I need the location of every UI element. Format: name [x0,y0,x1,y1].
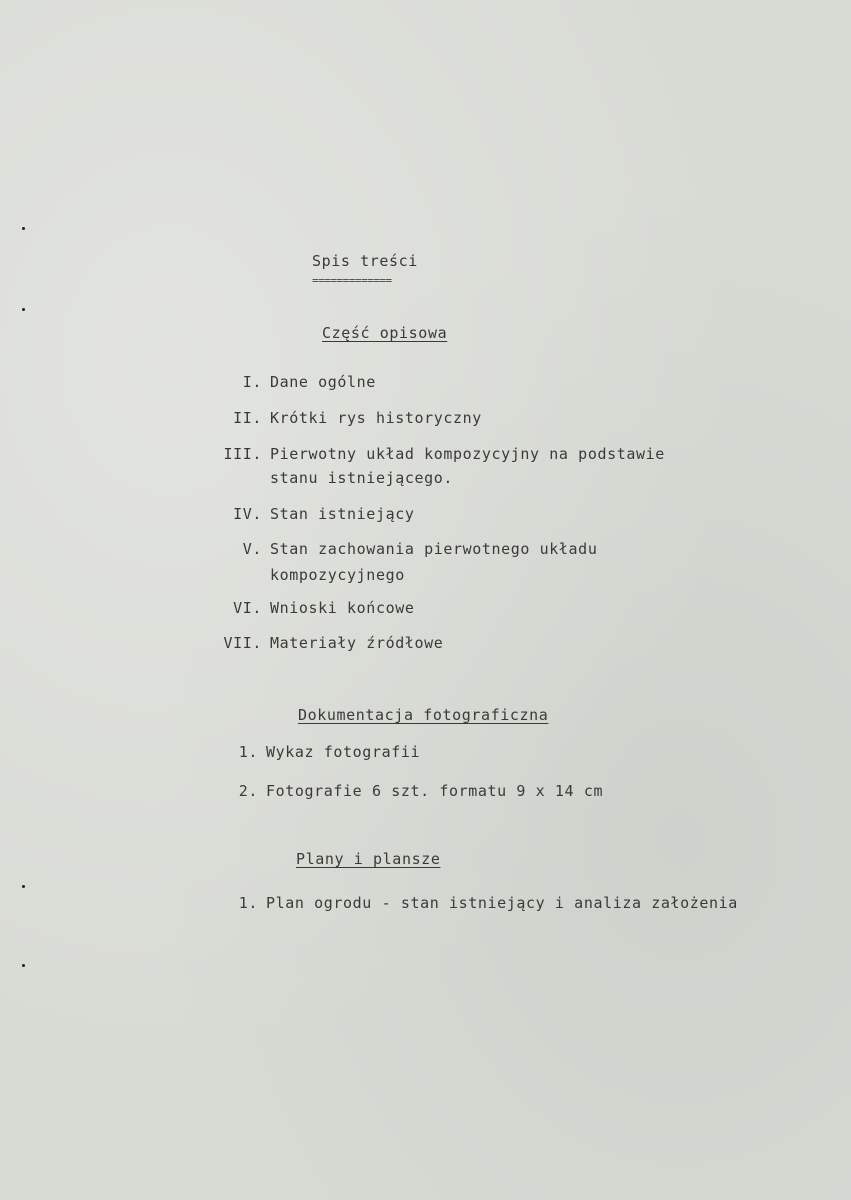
margin-mark [22,964,25,967]
item-number: VII. [223,634,262,652]
item-text: Materiały źródłowe [270,634,444,652]
item-text: Fotografie 6 szt. formatu 9 x 14 cm [266,782,604,800]
item-text: Plan ogrodu - stan istniejący i analiza założenia [266,894,738,912]
margin-mark [22,885,25,888]
item-text: Wnioski końcowe [270,599,415,617]
item-text: Dane ogólne [270,373,376,391]
item-number: VI. [233,599,262,617]
page-title: Spis treści [312,252,418,270]
title-double-rule: ============= [312,274,392,287]
item-number: V. [242,540,262,558]
item-number: III. [223,445,262,463]
item-number: 2. [238,782,258,800]
item-text-continuation: kompozycyjnego [270,566,405,584]
item-text: Pierwotny układ kompozycyjny na podstawie [270,445,665,463]
item-text: Stan istniejący [270,505,415,523]
item-number: IV. [233,505,262,523]
item-number: I. [242,373,262,391]
section-heading-plany-i-plansze: Plany i plansze [296,850,441,868]
margin-mark [22,308,25,311]
section-heading-czesc-opisowa: Część opisowa [322,324,448,342]
item-text: Wykaz fotografii [266,743,421,761]
item-text: Stan zachowania pierwotnego układu [270,540,598,558]
section-heading-dokumentacja-fotograficzna: Dokumentacja fotograficzna [298,706,549,724]
item-number: 1. [238,743,258,761]
item-text: Krótki rys historyczny [270,409,482,427]
item-number: 1. [238,894,258,912]
margin-mark [22,227,25,230]
item-number: II. [233,409,262,427]
item-text-continuation: stanu istniejącego. [270,469,453,487]
